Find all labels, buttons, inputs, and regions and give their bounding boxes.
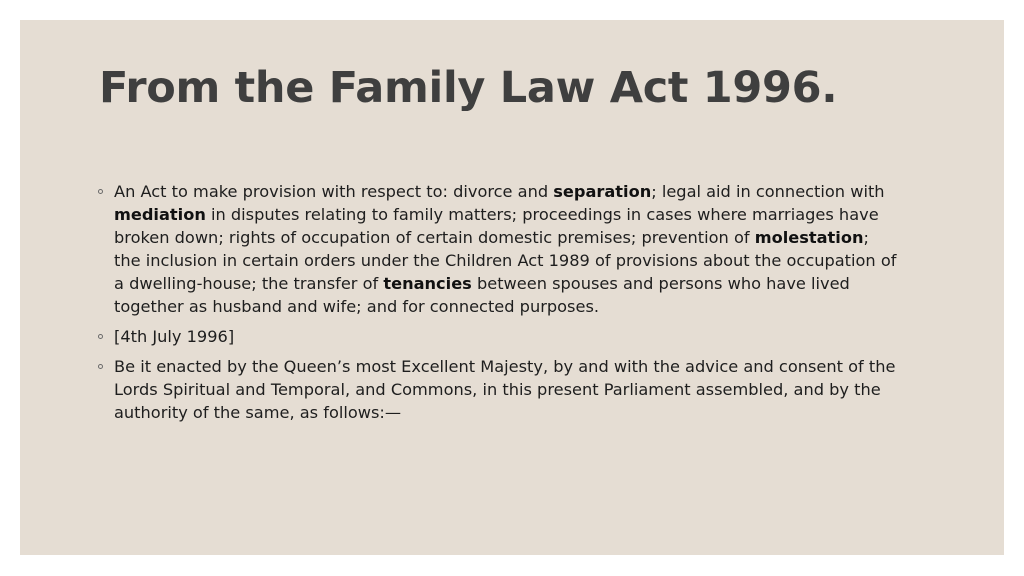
- bullet-circle-icon: [98, 364, 103, 369]
- bullet-list: [98, 180, 898, 431]
- bullet-circle-icon: [98, 189, 103, 194]
- bullet-circle-icon: [98, 334, 103, 339]
- bold-term-separation: separation: [553, 182, 652, 201]
- text-segment: An Act to make provision with respect to: divorce and: [114, 182, 554, 201]
- bullet-text: Be it enacted by the Queen’s most Excellent Majesty, by and with the advice and consent of the Lords Spiritual and Temporal, and Commons, in this present Parliament assembled, and by the authority of the same, as follows:—: [114, 357, 896, 422]
- bold-term-molestation: molestation: [754, 228, 864, 247]
- slide: [20, 20, 1004, 555]
- bullet-item: [98, 325, 898, 348]
- text-segment: in disputes relating to family matters; proceedings in cases where marriages have broken down; rights of occupation of certain domestic premises; prevention of: [114, 205, 879, 247]
- text-segment: ; the inclusion in certain orders under the Children Act 1989 of provisions about the occupation of a dwelling-house; the transfer of: [114, 228, 897, 293]
- bullet-text: [114, 182, 896, 316]
- bold-term-mediation: mediation: [114, 205, 206, 224]
- bold-term-tenancies: tenancies: [383, 274, 472, 293]
- bullet-text: [4th July 1996]: [114, 327, 235, 346]
- bullet-item: [98, 355, 898, 424]
- text-segment: ; legal aid in connection with: [651, 182, 885, 201]
- slide-title: From the Family Law Act 1996.: [99, 63, 838, 113]
- text-segment: between spouses and persons who have lived together as husband and wife; and for connected purposes.: [114, 274, 850, 316]
- bullet-item: [98, 180, 898, 318]
